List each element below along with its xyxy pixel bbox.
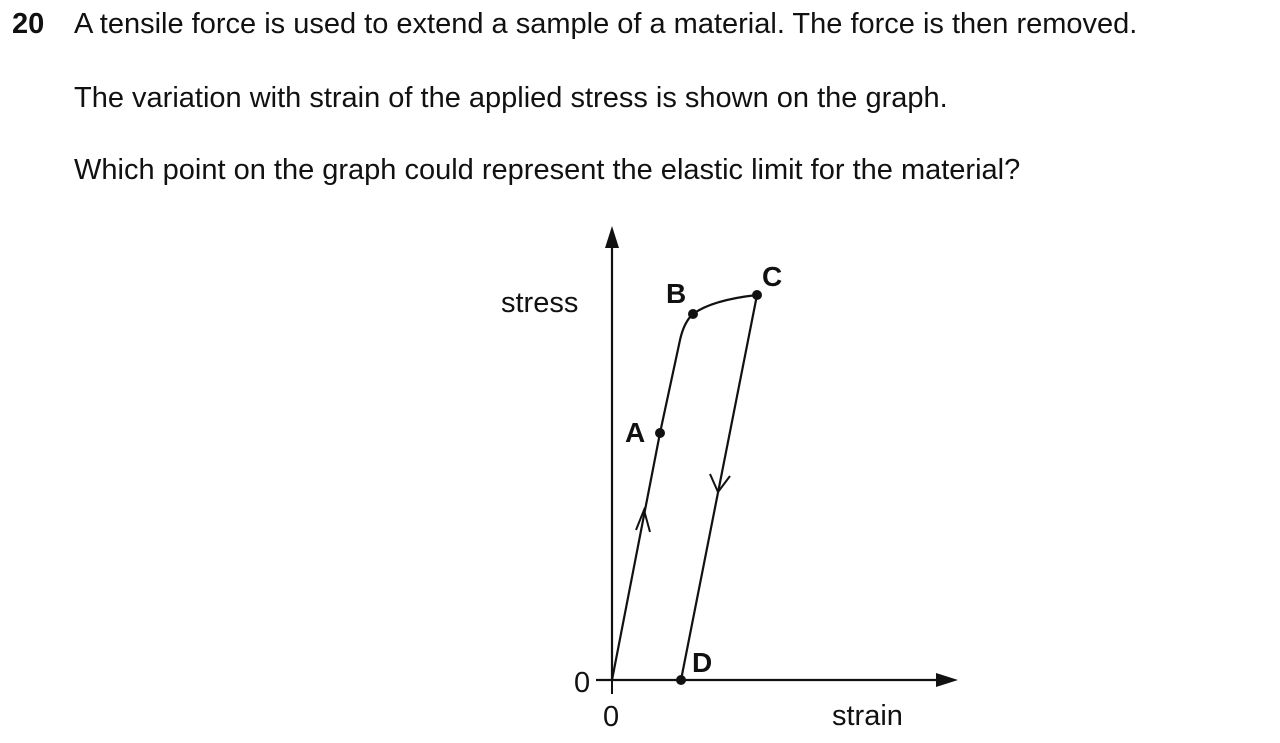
question-text-line-2: The variation with strain of the applied stress is shown on the graph. xyxy=(74,82,948,114)
y-axis-label: stress xyxy=(501,287,579,319)
x-axis-arrowhead xyxy=(936,673,958,687)
unloading-line xyxy=(681,295,757,680)
point-d-marker xyxy=(676,675,686,685)
y-axis-arrowhead xyxy=(605,226,619,248)
y-origin-label: 0 xyxy=(574,667,591,699)
question-number: 20 xyxy=(12,8,45,40)
point-b-label: B xyxy=(666,278,687,309)
x-axis-label: strain xyxy=(832,700,903,732)
x-origin-label: 0 xyxy=(603,701,620,733)
loading-curve xyxy=(612,295,757,680)
question-text-line-1: A tensile force is used to extend a sample of a material. The force is then removed. xyxy=(74,8,1138,40)
point-c-marker xyxy=(752,290,762,300)
question-text-line-3: Which point on the graph could represent the elastic limit for the material? xyxy=(74,154,1021,186)
point-a-marker xyxy=(655,428,665,438)
point-c-label: C xyxy=(762,261,783,292)
point-a-label: A xyxy=(625,417,646,448)
point-d-label: D xyxy=(692,647,713,678)
point-b-marker xyxy=(688,309,698,319)
